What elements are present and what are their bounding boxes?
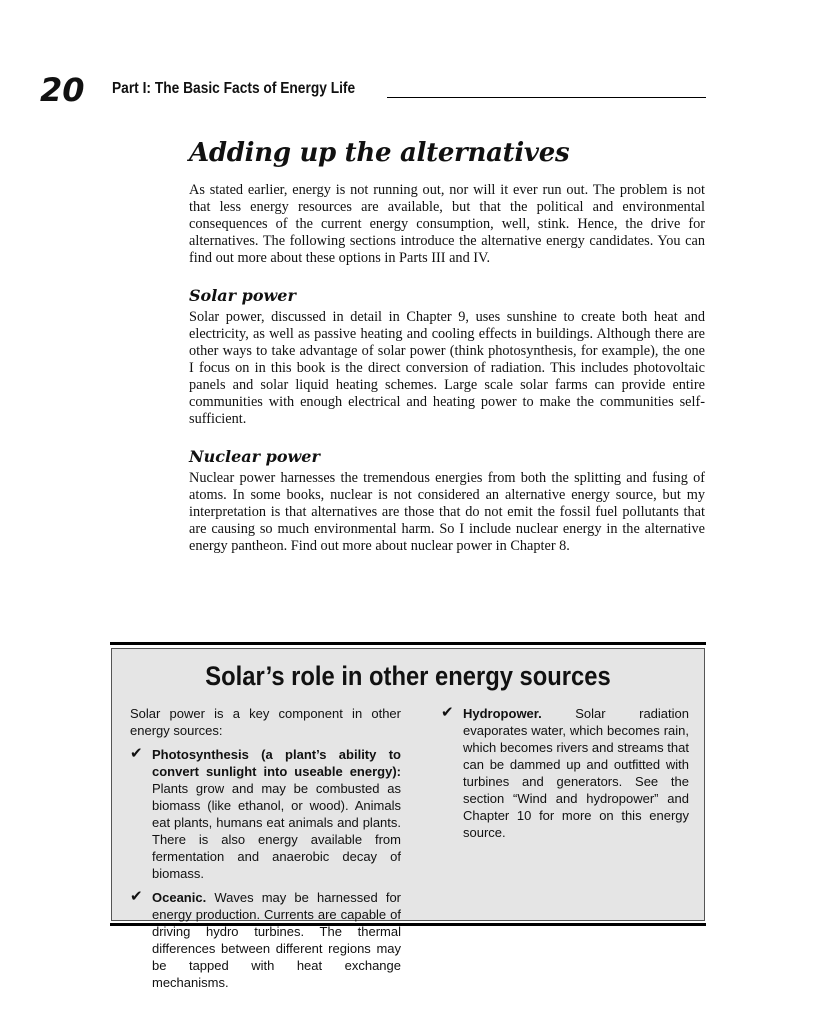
sidebar-box	[111, 648, 705, 990]
header-rule	[387, 97, 706, 98]
running-head: Part I: The Basic Facts of Energy Life	[112, 80, 356, 97]
solar-power-heading: Solar power	[189, 286, 296, 305]
sidebar-item-hydropower	[441, 705, 689, 841]
solar-power-paragraph: Solar power, discussed in detail in Chapter 9, uses sunshine to create both heat and electricity, as well as passive heating and cooling effects in buildings. Although there are other ways to take advantage of solar power (think photosynthesis, for example), the one I focus on in this book is the direct conversion of radiation. This includes photovoltaic panels and solar liquid heating schemes. Large scale solar farms can provide entire communities with enough electrical and heating power to make the communities self-sufficient.	[189, 309, 705, 427]
sidebar-title: Solar’s role in other energy sources	[205, 661, 611, 691]
bullet-heading: Hydropower.	[463, 706, 542, 721]
sidebar-bottom-rule	[110, 923, 706, 926]
nuclear-power-paragraph: Nuclear power harnesses the tremendous energies from both the splitting and fusing of atoms. In some books, nuclear is not considered an alternative energy source, but my interpretation is that alternatives are those that do not emit the fossil fuel pollutants that are causing so much environmental harm. So I include nuclear energy in the alternative energy pantheon. Find out more about nuclear power in Chapter 8.	[189, 470, 705, 554]
bullet-text: Solar radiation evaporates water, which becomes rain, which becomes rivers and streams that can be dammed up and outfitted with turbines and generators. See the section “Wind and hydropower” and Chapter 10 for more on this energy source.	[463, 706, 689, 840]
main-content	[189, 136, 705, 555]
sidebar-item-photosynthesis	[130, 746, 401, 882]
nuclear-power-heading: Nuclear power	[189, 447, 320, 466]
checkmark-icon: ✔	[441, 703, 454, 721]
page-header	[40, 72, 706, 108]
bullet-heading: Oceanic.	[152, 890, 207, 905]
bullet-heading: Photosynthesis (a plant’s ability to convert sunlight into useable energy):	[152, 747, 401, 779]
sidebar-item-oceanic	[130, 889, 401, 991]
bullet-text: Plants grow and may be combusted as biomass (like ethanol, or wood). Animals eat plants, humans eat animals and plants. There is also energy available from fermentation and anaerobic decay of biomass.	[152, 781, 401, 881]
checkmark-icon: ✔	[130, 887, 143, 905]
sidebar-column-left	[130, 705, 401, 991]
bullet-text: Waves may be harnessed for energy production. Currents are capable of driving hydro turbines. The thermal differences between different regions may be tapped with heat exchange mechanisms.	[152, 890, 401, 990]
section-title: Adding up the alternatives	[189, 138, 570, 168]
sidebar-intro: Solar power is a key component in other energy sources:	[130, 706, 401, 738]
sidebar-column-right	[441, 705, 689, 841]
checkmark-icon: ✔	[130, 744, 143, 762]
sidebar-top-rule	[110, 642, 706, 645]
page-number: 20	[40, 71, 85, 109]
intro-paragraph: As stated earlier, energy is not running out, nor will it ever run out. The problem is not that less energy resources are available, but that the political and environmental consequences of the current energy consumption, well, stink. Hence, the drive for alternatives. The following sections introduce the alternative energy candidates. You can find out more about these options in Parts III and IV.	[189, 182, 705, 266]
